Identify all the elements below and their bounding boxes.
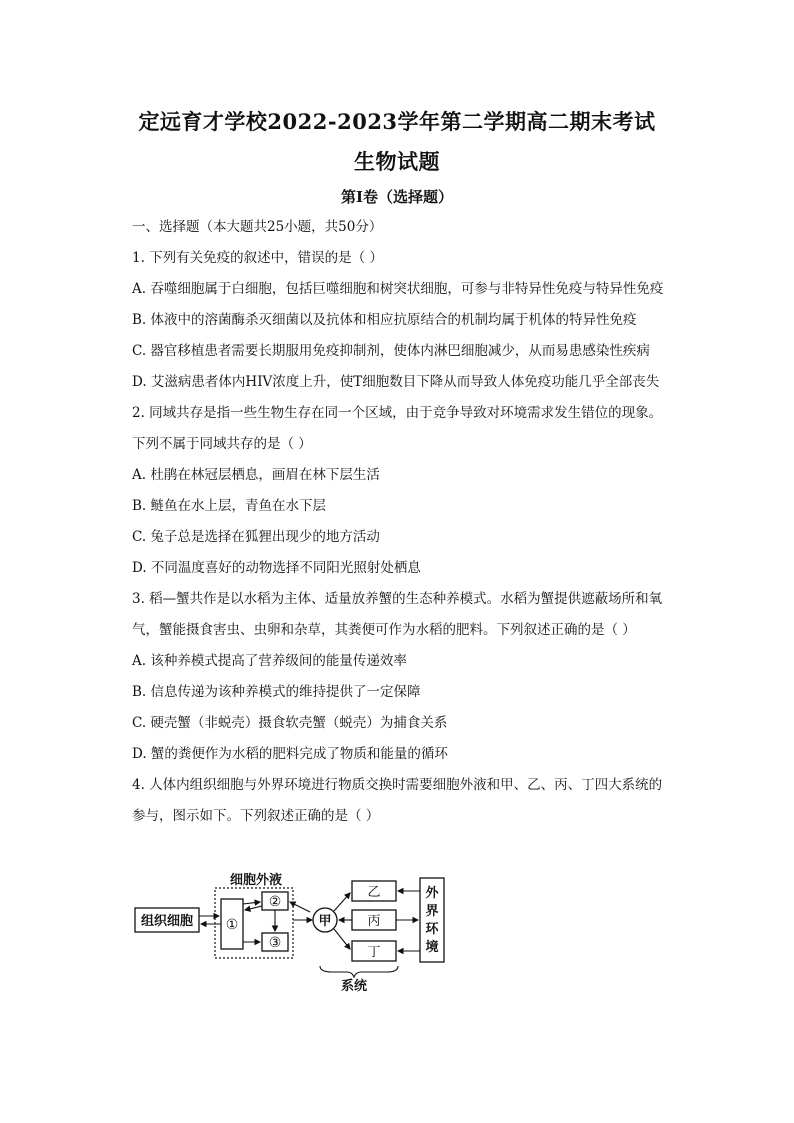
jia-label: 甲	[318, 914, 332, 929]
question-1	[132, 243, 692, 398]
question-stem-cont: 参与，图示如下。下列叙述正确的是（ ）	[132, 808, 380, 824]
option-d: D. 艾滋病患者体内HIV浓度上升，使T细胞数目下降从而导致人体免疫功能几乎全部丧失	[132, 374, 660, 390]
question-stem-cont: 下列不属于同域共存的是（ ）	[132, 436, 312, 452]
arrow-jia-to-ding	[334, 929, 350, 949]
option-b: B. 鲢鱼在水上层，青鱼在水下层	[132, 498, 327, 514]
arrow-2-to-1	[245, 906, 262, 910]
option-c: C. 兔子总是选择在狐狸出现少的地方活动	[132, 529, 380, 545]
yi-label: 乙	[367, 885, 381, 900]
question-stem: 2. 同域共存是指一些生物生存在同一个区域，由于竞争导致对环境需求发生错位的现象。	[132, 405, 663, 421]
option-d: D. 蟹的粪便作为水稻的肥料完成了物质和能量的循环	[132, 746, 448, 762]
part-heading: 一、选择题（本大题共25小题，共50分）	[132, 219, 383, 235]
question-2	[132, 398, 692, 584]
external-env-char-1: 外	[425, 886, 439, 901]
option-a: A. 杜鹃在林冠层栖息，画眉在林下层生活	[132, 467, 380, 483]
external-env-char-3: 环	[425, 922, 439, 937]
option-a: A. 吞噬细胞属于白细胞，包括巨噬细胞和树突状细胞，可参与非特异性免疫与特异性免疫	[132, 281, 664, 297]
arrow-1-to-2	[243, 902, 260, 904]
question-stem: 3. 稻—蟹共作是以水稻为主体、适量放养蟹的生态种养模式。水稻为蟹提供遮蔽场所和氧	[132, 591, 663, 607]
question-list	[132, 212, 692, 832]
section-title: 第Ⅰ卷（选择题）	[340, 188, 454, 206]
option-b: B. 信息传递为该种养模式的维持提供了一定保障	[132, 684, 421, 700]
question-stem-cont: 气，蟹能摄食害虫、虫卵和杂草，其粪便可作为水稻的肥料。下列叙述正确的是（ ）	[132, 622, 636, 638]
question-stem: 1. 下列有关免疫的叙述中，错误的是（ ）	[132, 250, 383, 266]
option-c: C. 器官移植患者需要长期服用免疫抑制剂，使体内淋巴细胞减少，从而易患感染性疾病	[132, 343, 650, 359]
option-c: C. 硬壳蟹（非蜕壳）摄食软壳蟹（蜕壳）为捕食关系	[132, 715, 448, 731]
tissue-cell-label: 组织细胞	[140, 914, 194, 929]
node-3-label: ③	[268, 935, 282, 951]
question-3	[132, 584, 692, 770]
option-b: B. 体液中的溶菌酶杀灭细菌以及抗体和相应抗原结合的机制均属于机体的特异性免疫	[132, 312, 637, 328]
option-d: D. 不同温度喜好的动物选择不同阳光照射处栖息	[132, 560, 421, 576]
extracellular-fluid-label: 细胞外液	[229, 873, 283, 888]
question-4	[132, 770, 692, 832]
node-2-label: ②	[268, 894, 282, 910]
external-env-char-4: 境	[425, 940, 439, 955]
exam-subtitle: 生物试题	[354, 149, 440, 174]
arrow-jia-to-yi	[334, 893, 350, 911]
system-label: 系统	[340, 979, 368, 994]
exam-title: 定远育才学校2022-2023学年第二学期高二期末考试	[138, 109, 656, 134]
external-env-char-2: 界	[425, 904, 439, 919]
question-stem: 4. 人体内组织细胞与外界环境进行物质交换时需要细胞外液和甲、乙、丙、丁四大系统的	[132, 777, 663, 793]
ding-label: 丁	[367, 945, 381, 960]
bing-label: 丙	[367, 914, 381, 929]
option-a: A. 该种养模式提高了营养级间的能量传递效率	[132, 653, 407, 669]
node-1-label: ①	[225, 917, 239, 933]
system-brace	[320, 966, 398, 977]
exchange-diagram	[132, 864, 462, 994]
